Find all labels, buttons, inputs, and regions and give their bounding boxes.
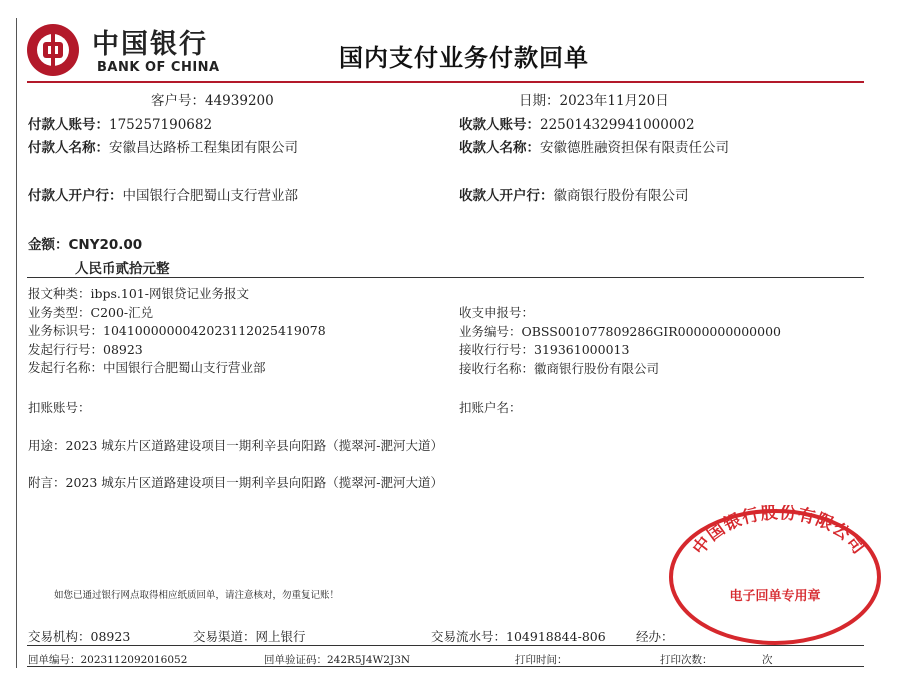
debit-name: 扣账户名：	[459, 400, 522, 415]
seal-bottom-text: 电子回单专用章	[729, 589, 821, 604]
payer-account	[28, 113, 212, 133]
trans-channel-label: 交易渠道：	[193, 629, 256, 644]
payer-account-label: 付款人账号：	[28, 117, 109, 133]
amount	[28, 233, 142, 253]
payee-bank-label: 收款人开户行：	[459, 188, 554, 204]
print-time	[515, 652, 568, 667]
print-count-unit: 次	[762, 654, 773, 666]
customer-no-label: 客户号：	[151, 93, 205, 109]
remark: 附言：2023 城东片区道路建设项目一期利辛县向阳路（揽翠河-淝河大道）	[28, 475, 444, 490]
message-type: 报文种类：ibps.101-网银贷记业务报文	[28, 286, 249, 301]
trans-serial-value: 104918844-806	[506, 629, 606, 644]
amount-label: 金额：	[28, 237, 69, 253]
trans-serial	[431, 627, 606, 645]
print-time-label: 打印时间：	[515, 654, 568, 666]
trans-org-value: 08923	[90, 629, 131, 644]
payer-account-value: 175257190682	[109, 117, 213, 133]
notice: 如您已通过银行网点取得相应纸质回单，请注意核对，勿重复记账！	[54, 590, 340, 601]
footer-divider	[27, 645, 864, 646]
receiver-bank-no: 接收行行号：319361000013	[459, 342, 630, 358]
payer-bank	[28, 184, 298, 204]
bank-name-en: BANK OF CHINA	[97, 60, 220, 75]
business-type: 业务类型：C200-汇兑	[28, 304, 154, 320]
trans-org-label: 交易机构：	[28, 629, 91, 644]
date	[519, 89, 669, 109]
receipt-no-label: 回单编号：	[28, 654, 81, 666]
business-no: 业务编号：OBSS001077809286GIR0000000000000	[459, 323, 781, 339]
receipt-no-value: 2023112092016052	[80, 654, 188, 666]
details-right	[459, 304, 781, 378]
seal-top-text: 中国银行股份有限公司	[689, 505, 869, 559]
print-count-label: 打印次数：	[660, 654, 713, 666]
amount-words: 人民币贰拾元整	[75, 261, 170, 277]
customer-no	[151, 89, 274, 109]
trans-channel	[193, 627, 306, 645]
svg-text:中国银行股份有限公司	[688, 505, 869, 559]
customer-no-value: 44939200	[205, 93, 274, 109]
trans-org	[28, 627, 130, 645]
trans-channel-value: 网上银行	[255, 629, 306, 644]
declaration-no: 收支申报号：	[459, 305, 535, 320]
verify-code-value: 242R5J4W2J3N	[327, 654, 411, 666]
payer-name	[28, 136, 298, 156]
payer-bank-label: 付款人开户行：	[28, 188, 123, 204]
header-divider	[27, 81, 864, 83]
business-id: 业务标识号：10410000000420231120254190​78	[28, 323, 326, 339]
payee-account	[459, 113, 695, 133]
verify-code	[264, 652, 410, 667]
receipt-no	[28, 652, 187, 667]
bottom-divider	[27, 666, 864, 667]
payer-bank-value: 中国银行合肥蜀山支行营业部	[122, 188, 298, 204]
page-title: 国内支付业务付款回单	[339, 44, 589, 72]
bank-name-cn: 中国银行	[92, 29, 208, 60]
trans-serial-label: 交易流水号：	[431, 629, 507, 644]
sender-bank-no: 发起行行号：08923	[28, 341, 143, 357]
purpose: 用途：2023 城东片区道路建设项目一期利辛县向阳路（揽翠河-淝河大道）	[28, 438, 444, 453]
bank-logo-icon	[27, 24, 79, 76]
payee-account-label: 收款人账号：	[459, 117, 540, 133]
left-border	[16, 18, 17, 668]
payee-name-label: 收款人名称：	[459, 140, 540, 156]
payee-name	[459, 136, 729, 156]
date-label: 日期：	[519, 93, 560, 109]
payee-account-value: 225014329941000002	[540, 117, 695, 133]
payer-name-value: 安徽昌达路桥工程集团有限公司	[109, 140, 298, 156]
payee-bank	[459, 184, 689, 204]
payer-name-label: 付款人名称：	[28, 140, 109, 156]
sender-bank-name: 发起行名称：中国银行合肥蜀山支行营业部	[28, 360, 266, 376]
amount-divider	[27, 277, 864, 278]
handler-label: 经办：	[636, 629, 674, 644]
date-value: 2023年11月20日	[559, 93, 669, 109]
receiver-bank-name: 接收行名称：徽商银行股份有限公司	[459, 360, 660, 376]
payee-name-value: 安徽德胜融资担保有限责任公司	[540, 140, 729, 156]
payee-bank-value: 徽商银行股份有限公司	[553, 188, 689, 204]
verify-code-label: 回单验证码：	[264, 654, 327, 666]
details-left	[28, 285, 326, 378]
amount-value: CNY20.00	[68, 237, 143, 253]
bank-seal	[666, 505, 884, 647]
debit-account: 扣账账号：	[28, 400, 91, 415]
